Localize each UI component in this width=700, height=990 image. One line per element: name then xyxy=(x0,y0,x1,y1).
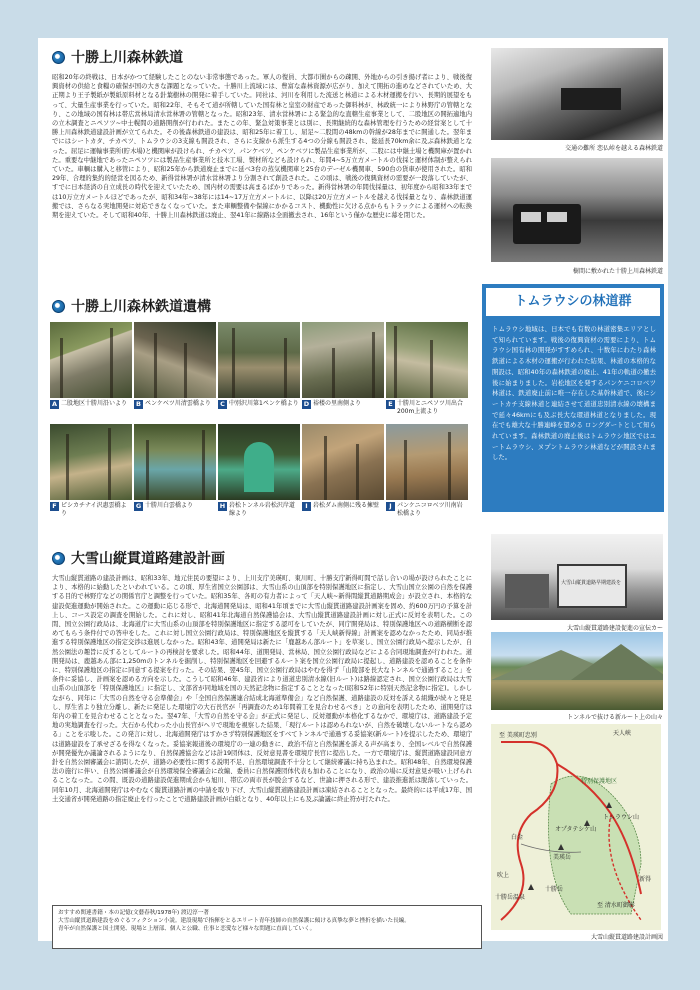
caption-f: ピシカチナイ沢惠雲橋より xyxy=(61,502,127,517)
side-photo-mountains xyxy=(491,632,663,710)
map-label-bieidake: 美瑛岳 xyxy=(553,854,572,861)
section-title-remains xyxy=(52,296,211,316)
caption-g: 十勝川白雲橋より xyxy=(145,502,194,509)
remains-photo-c: C 中別沢川第1ペンケ橋より xyxy=(218,322,300,409)
photo-d xyxy=(302,322,384,398)
remains-photo-d: D 裕楼の里南側より xyxy=(302,322,384,409)
map-label-tomuraushi: トムラウシ山 xyxy=(603,814,640,821)
section-bullet-icon xyxy=(52,552,65,565)
remains-photo-h: H 岩松トンネル岩松沢岸道線より xyxy=(218,424,300,517)
side-photo4-caption: トンネルで抜ける新ルート上の山々 xyxy=(567,714,663,721)
remains-photo-a: A 二股地区十勝川沿いより xyxy=(50,322,132,409)
side-photo-logging-train-pass xyxy=(491,48,663,140)
remains-photo-g: G 十勝川白雲橋より xyxy=(134,424,216,511)
road-plan-map xyxy=(491,724,661,930)
side-photo-promotion-car xyxy=(491,534,663,620)
photo-c xyxy=(218,322,300,398)
section-title-road xyxy=(52,548,225,568)
section-title-road-text: 大雪山縦貫道路建設計画 xyxy=(71,551,225,567)
caption-j: パンケニコロベツ川南岩松橋より xyxy=(397,502,463,517)
railway-body-text: 昭和20年の終戦は、日本がかつて経験したことのない非常事態であった。軍人の復員、大都市圏からの疎開、外地からの引き揚げ者により、戦後復興資材の供給と食糧の確保が国の大きな課題となっていた。十勝川上流域には、豊富な森林資源が広がり、加えて開拓の進めなどされていため、大正期より王子製紙が製紙原料材となる針葉樹林の開発に着手していた。同社は、河川を利用した流送と林道による木材運搬を行い、長期的展望をもって、大量生産事業を行っていた。昭和22年、そもそて道が所轄していた国有林と皇室の財産であった御料林が、林政統一により林野庁の管轄となり、この地域の国有林は帯広営林局清水営林署の管轄となった。昭和23年、清水営林署による緊急的な直轄生産事業として、二股地区の開拓適地内の立木調査とニペソツ~中士幌間の道路開削が行われた。またこの年、緊急対策事業とは別に、長期継続的な森林管理を行うための経営案として十勝上川森林鉄道建設計画が立てられた。その後森林鉄道の建設は、昭和25年に着工し、屈足~二股間の48kmの幹線が28年までに開通した。翌年までにはシートカタ、チカペツ、トムラウシの3支線も開設され、さらに支線から派生する4つの分線も開設され、総延長70km余に及ぶ森林鉄道となった。屈足に運輸事業所(貯木場)と機関庫が設けられ、チカペツ、パンケベツ、ペンケベツに製品生産事業所が、二股には中継土場と機関庫が置かれた。重要な中継地であったニペソツには製品生産事業所と技木工場、製材所なども設けられ、年間4~5万立方メートルの伐採と運材体制が整えられていた。車輌は購入と移管により、昭和25年から鉄道廃止までに延べ3台の蒸気機関車と25台のデーゼル機関車、590台の貨車が使用された。昭和29年、合理的集約的経営を図るため、新得営林署が清水営林署より分割されて創設された。この頃は、戦後の復興資材の需要が一段落していたが、すでに日本経済の自立成長の時代を迎えていたため、国内材の需要は高まるばかりであった。新得営林署の年間伐採量は、初年度から昭和33年までは10万立方メートルほどであったが、昭和34年~38年には14~17万立方メートルに、以降は20万立方メートルを越える伐採量となり、森林鉄道運搬では、さらなる実地開発に対応できなくなっていた。また車輌整備や保線にかかるコスト、機動性に欠ける点からもトラックによる運材への転換期を迎えていた。そして昭和40年、十勝上川森林鉄道は廃止、翌41年に線路は全面撤去され、16年という僅かな歴史に幕を閉じた。 xyxy=(52,74,472,220)
tomuraushi-text: トムラウシ地域は、日本でも有数の林道密集エリアとして知られています。戦後の復興資材の需要により、トムラウシ国有林の開発がすすめられ、十数年にわたり森林鉄道による木材の運搬が行われた結果、林道の本格的な開設は、昭和40年の森林鉄道の廃止、41年の軌道の撤去後に始まりました。岩松地区を発するパンケニコロベツ林道は、鉄道廃止前に唯一存在した基幹林道で、後にシートカチ支線林道と連結させて道道忠別清水線の壊構まで延々46kmにも及ぶ長大な環道林道となりました。現在でも雄大な十勝連峰を望める ロングダートとして知られています。森林鉄道の廃止後はトムラウシ地区ではユートムラウシ、ヌプントムラウシ林道などが開設されました。 xyxy=(492,325,656,462)
section-title-remains-text: 十勝上川森林鉄道遺構 xyxy=(71,299,211,315)
reference-line-3: 青年が自然保護と国土開発、現場と上層部、個人と公職、仕事と恋愛など様々な問題に直面していく。 xyxy=(58,926,316,932)
remains-photo-i: I 岩松ダム南側に残る擁壁 xyxy=(302,424,384,511)
caption-b: ペンケベツ川清雲橋より xyxy=(145,400,211,407)
remains-photo-e: E 十勝川とニペソツ川出合200m上流より xyxy=(386,322,468,415)
caption-d: 裕楼の里南側より xyxy=(313,400,362,407)
section-bullet-icon xyxy=(52,51,65,64)
caption-c: 中別沢川第1ペンケ橋より xyxy=(229,400,299,407)
bus-sign-text: 大雪山縦貫道路早期建設を xyxy=(561,580,622,586)
caption-e: 十勝川とニペソツ川出合200m上流より xyxy=(397,400,464,415)
photo-h xyxy=(218,424,300,500)
map-label-shimizu: 至 清水町御影 xyxy=(597,902,635,909)
section-bullet-icon xyxy=(52,300,65,313)
photo-j xyxy=(386,424,468,500)
side-photo2-caption: 樹間に敷かれた十勝上川森林鉄道 xyxy=(572,268,663,275)
remains-photo-f: F ピシカチナイ沢惠雲橋より xyxy=(50,424,132,517)
photo-e xyxy=(386,322,468,398)
caption-h: 岩松トンネル岩松沢岸道線より xyxy=(229,502,295,517)
side-photo1-caption: 交通の難所 恋仏峠を越える森林鉄道 xyxy=(565,145,663,152)
photo-f xyxy=(50,424,132,500)
map-label-special-protection: 特別保護地区 xyxy=(581,778,618,785)
caption-i: 岩松ダム南側に残る擁壁 xyxy=(313,502,380,509)
map-label-tenninkyo: 天人峡 xyxy=(613,730,632,737)
reference-line-1: おすすめ関連書籍・本の記憶(文藝春秋/1978年) 渡辺淳一著 xyxy=(58,910,209,916)
map-label-optateshike: オプタテシケ山 xyxy=(555,826,597,833)
section-title-railway-text: 十勝上川森林鉄道 xyxy=(71,50,183,66)
photo-b xyxy=(134,322,216,398)
photo-i xyxy=(302,424,384,500)
map-label-shirogane: 白金 xyxy=(511,834,524,841)
tomuraushi-box xyxy=(482,284,664,512)
map-label-tokachidake-onsen: 十勝岳温泉 xyxy=(495,894,526,901)
road-body-text: 大雪山縦貫道路の建設計画は、昭和33年、地元住民の要望により、上川支庁美瑛町、東川町、十勝支庁新得町間で話し合いの場が設けられたことにより、本格的に始動したといわれている。この頃、厚生省国立公園部は、大雪山系の山頂部を特別保護地区に指定し、大雪山国立公園の自然を保護する目的で林野庁などの関係官庁と調整を行っていた。昭和35年、各町の有力者によって「天人峡~新得間縦貫道路期成会」が設立され、本格的な建設促進運動が開始された。この運動に応じる形で、北海道開発局は、昭和41年頃までに大雪山縦貫道路建設計画案を固め、約600万円の予算を計上し、コース設定の調査を開始した。これに対し、昭和41年北海道自然保護協会は、大雪山縦貫道路建設計画に対し正式に反対を表明した。この間、国立公園行政局は、北海道庁に大雪山系の山頂部を特別保護地区に指定する認可をしていたが、同庁開発局は、特別保護地区への道路横断を認めてもらう条件付での答申をした。これに対し国立公園行政局は、特別保護地区を縦貫する「天人峡新得線」計画案を認めなかったため、同局が推進する特別保護地区の指定交渉は進展しなかった。昭和43年、道開発局は新たに「鹿越あん部ルート」を草案し、国立公園行政局へ提示したが、自然公園法の趣旨に反するとしてルートの再検討を要求した。昭和44年、道開発局、営林局、国立公園行政局などによる合同現地調査が行われた。道開発局は、鹿越あん部に1,250mのトンネルを掘削し、特別保護地区を回避するルート案を国立公園行政局に提起し、道路建設を認めることを条件に、特別保護地区の指定に同意する提案を行った。その結果、翌45年、国立公園行政局はやむを得ず「山陵部を長大なトンネルで通過すること」を条件に妥協し、計画案を認める方向を示した。こうして昭和46年、建設省により道道忠別清水線(旧ルート)は路線認定され、国立公園行政局は大雪山系の山頂部を「特別保護地区」に指定し、文部省が同地域を国の天然記念物に指定することとなった(昭和52年に特別天然記念物に指定)。しかしながら、同年に「大雪の自然を守る会準備会」や「全国自然保護連合結成北海道準備会」など自然保護、道路建設の反対を訴える組織が続々と発足し、厚生省より独立分離し、新たに発足した環境庁の大石長官が「再調査のため1年間着工を見合わせるべき」との意向を表明したため、道開発庁は年内の着工を見合わせることとなった。翌47年、「大雪の自然を守る会」が正式に発足し、反対運動が本格化するなかで、環境庁は、道路建設予定地の実地調査を行った。大石から代わった小山長官がヘリで現地を視察した結果、「現行ルートは認められないが、自然を破壊しないルートなら認める」ことを示唆した。この発言に対し、北海道開発庁はすかさず特別保護地区をすべてトンネルで通過する妥協案(新ルート)を提示したため、環境庁は道路建設を了承せざるを得なくなった。妥協案報道後の環境庁の一連の動きに、政治不信と自然保護を訴える声が高まり、全国レベルで自然保護が開発優先か議論されるようになり、自然保護協会などは計19団体は、反対意見書を環境庁長官に提出した。一方で環境庁は、縦貫道路建設同意方針を自然公園審議会に諮問したが、道路の必要性に関する説明不足、自然環境調査不十分として継続審議に持ち込まれた。昭和48年、自然環境保護法の施行に伴い、自然公園審議会が自然環境保全審議会に改編、委員に自然保護団体代表も加わることになり、政治の場に反対意見が吸い上げられることなった。この間、既設の道路建設促進期成会から旭川、帯広の両市長が脱会するなど、世論に押される形で、建設推進派は脱落していった。同年10月、北海道開発庁はやむなく縦貫道路計画の中請を取り下げ、大雪山縦貫道路建設計画は凍結されることとなった。最終的には平成17年、国土交通省が開発道路の指定廃止を行ったことで道路建設計画が白紙となり、40年以上にも及ぶ論議に終止符が打たれた。 xyxy=(52,575,472,803)
remains-photo-j: J パンケニコロベツ川南岩松橋より xyxy=(386,424,468,517)
reference-line-2: 大雪山縦貫道路建設をめぐるフィクション小説。建設現場で指揮をとるエリート青年技師の自然保護に傾ける真摯な夢と挫折を描いた長編。 xyxy=(58,918,410,924)
map-label-shintoku: 新得 xyxy=(639,876,652,883)
caption-a: 二股地区十勝川沿いより xyxy=(61,400,128,407)
map-label-biei: 至 美瑛町忠別 xyxy=(499,732,537,739)
tomuraushi-title: トムラウシの林道群 xyxy=(486,288,660,316)
map-label-tokachidake: 十勝岳 xyxy=(545,886,564,893)
photo-g xyxy=(134,424,216,500)
side-photo3-caption: 大雪山縦貫道路建設促進の宣伝カー xyxy=(566,625,663,632)
side-photo-forest-railway xyxy=(491,158,663,262)
section-title-railway xyxy=(52,47,183,67)
photo-a xyxy=(50,322,132,398)
map-caption: 大雪山縦貫道路建設計画図 xyxy=(590,934,663,941)
map-label-fukiage: 吹上 xyxy=(497,872,510,879)
remains-photo-b: B ペンケベツ川清雲橋より xyxy=(134,322,216,409)
reference-box xyxy=(52,905,482,949)
